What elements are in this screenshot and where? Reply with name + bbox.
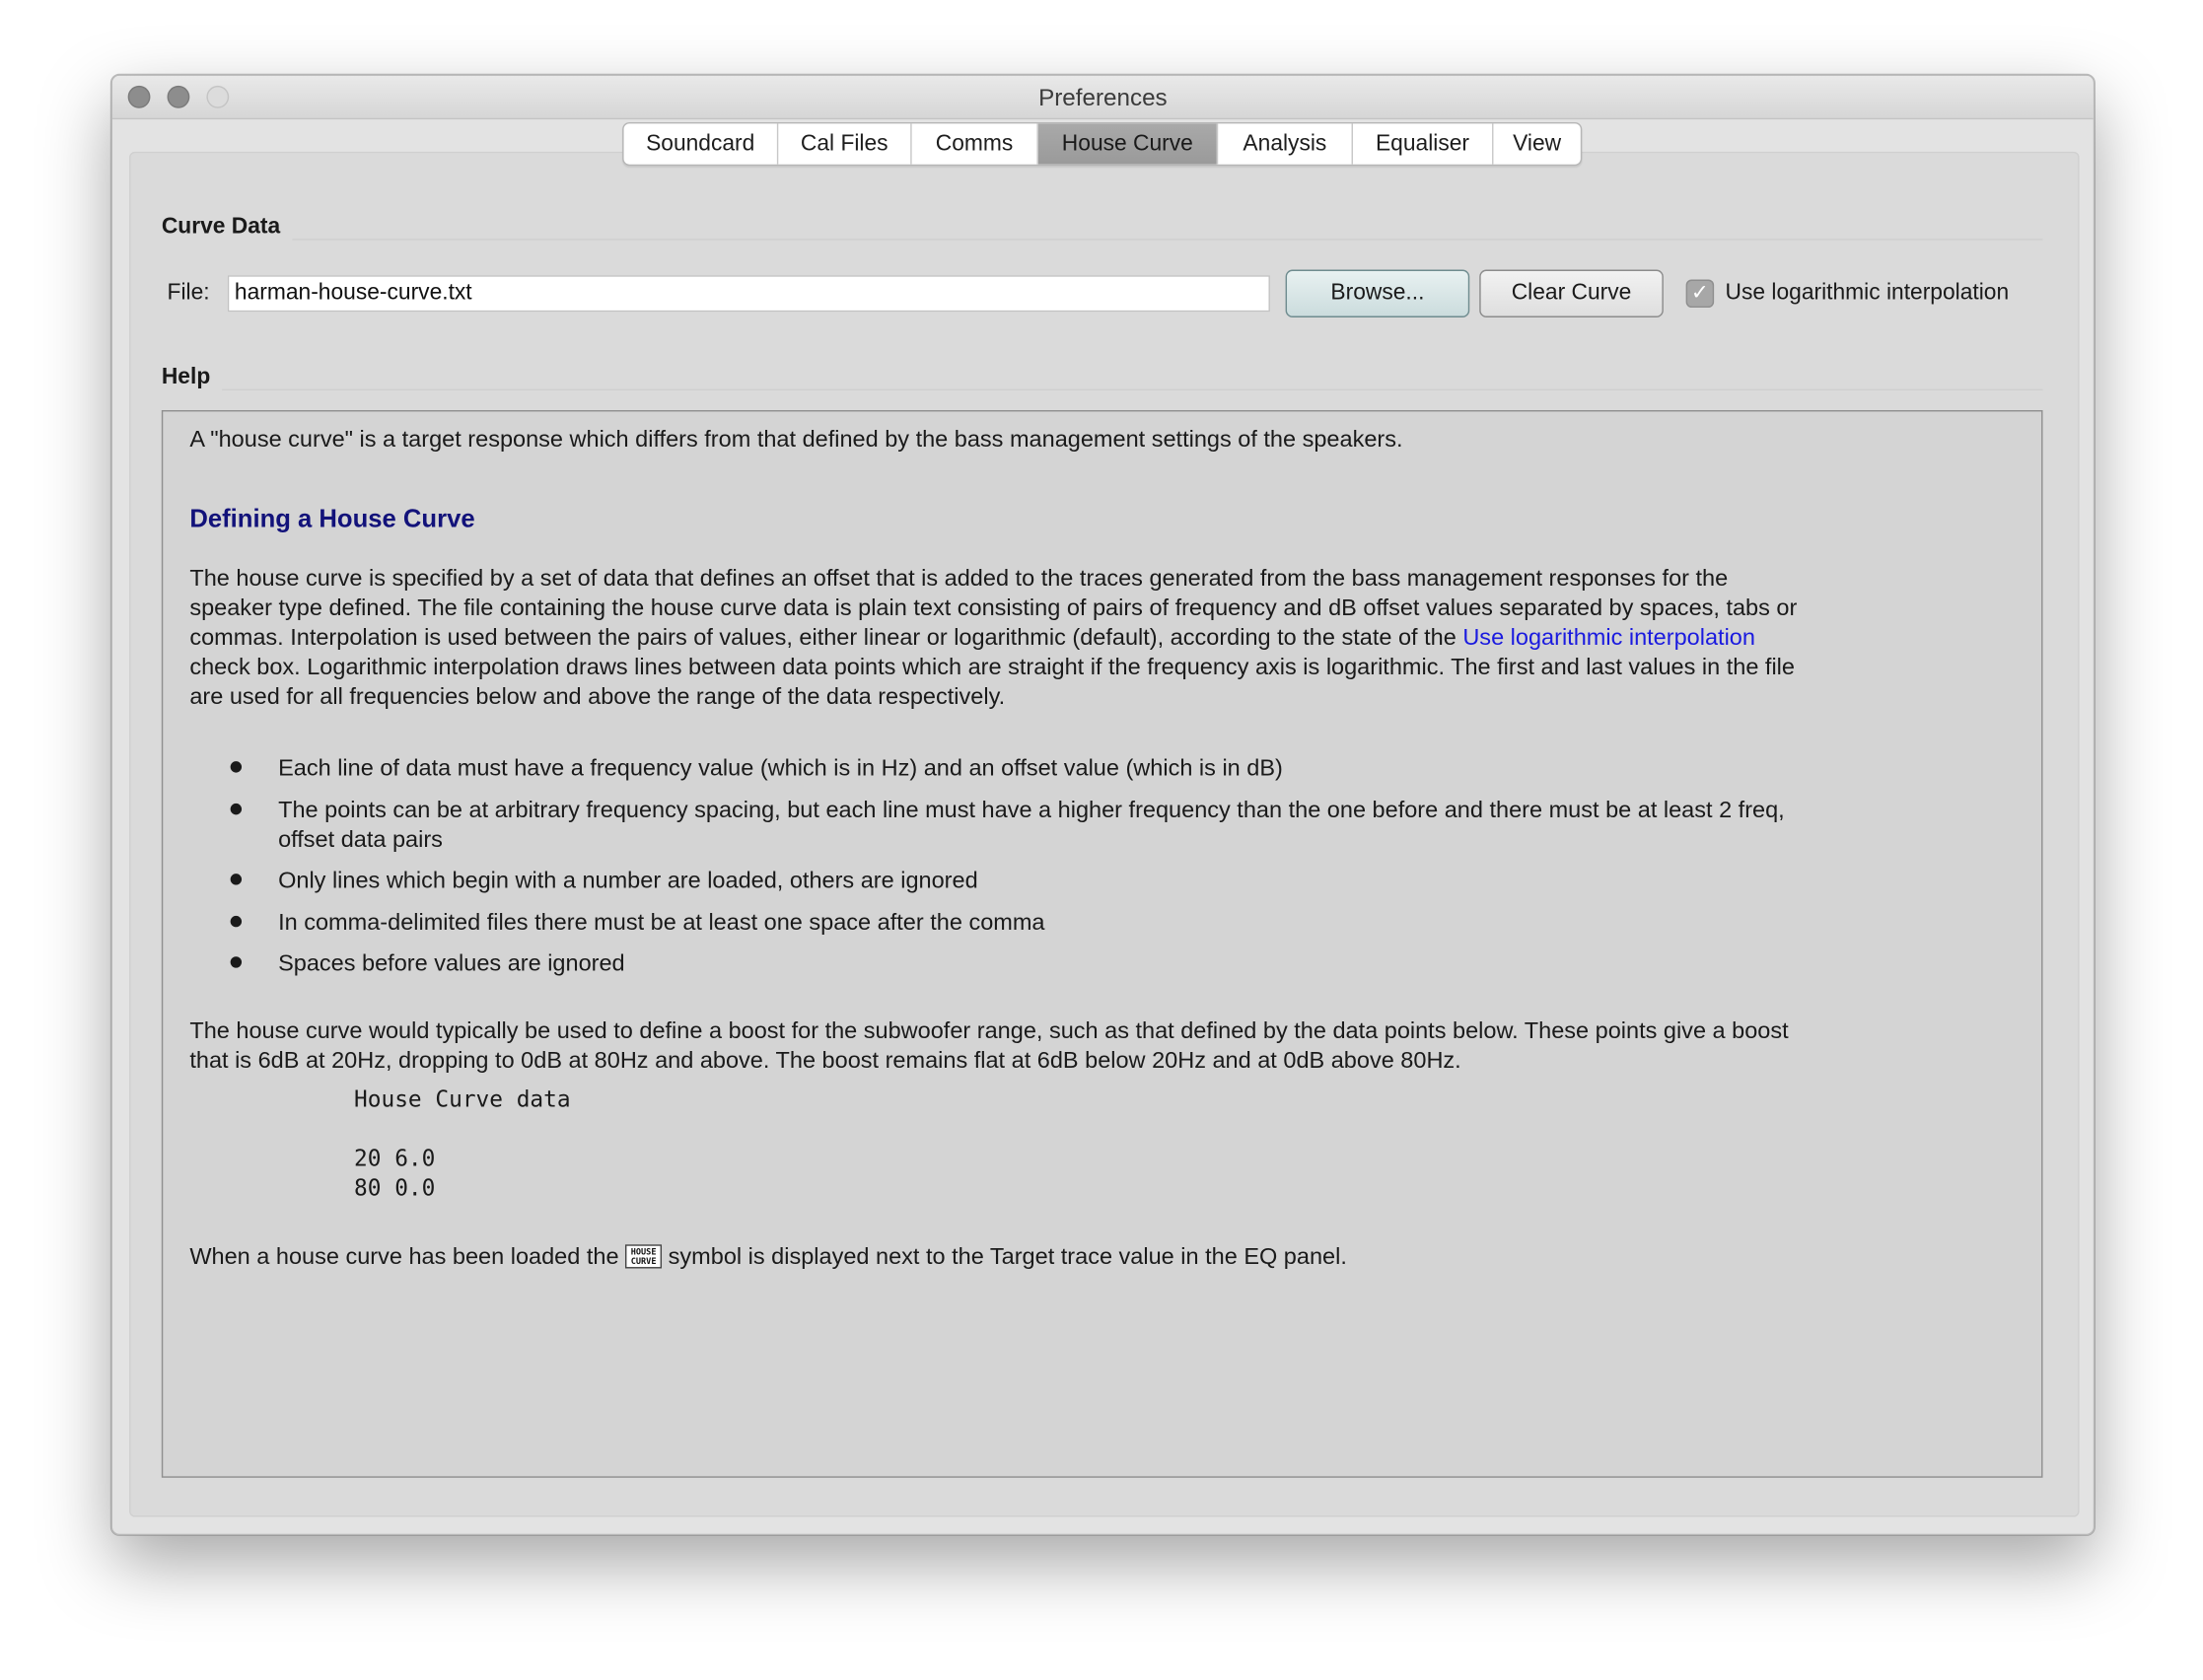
tab-soundcard[interactable]: Soundcard [624, 123, 779, 164]
help-paragraph-line-1: The house curve is specified by a set of data that defines an offset that is added to the traces generated from the bass management responses for the [189, 566, 1729, 592]
file-label: File: [167, 280, 210, 306]
bullet-item-continuation: offset data pairs [278, 827, 443, 853]
help-final-text-after: symbol is displayed next to the Target trace value in the EQ panel. [662, 1244, 1347, 1270]
help-paragraph-line-5: are used for all frequencies below and above the range of the data respectively. [189, 683, 1006, 710]
help-section-label: Help [161, 365, 211, 389]
bullet-icon [231, 916, 242, 927]
help-paragraph-line-3-text: commas. Interpolation is used between the pairs of values, either linear or logarithmic (default), according to the state of the [189, 624, 1463, 651]
bullet-item: Only lines which begin with a number are loaded, others are ignored [278, 868, 978, 894]
code-line: 20 6.0 [354, 1145, 436, 1172]
checkmark-icon: ✓ [1690, 280, 1709, 306]
help-paragraph-line-3 [189, 624, 1755, 654]
house-curve-icon [625, 1244, 662, 1268]
tab-comms[interactable]: Comms [912, 123, 1038, 164]
tab-view[interactable]: View [1513, 131, 1562, 157]
log-interpolation-checkbox[interactable] [1686, 280, 1714, 308]
bullet-icon [231, 761, 242, 772]
code-line: 80 0.0 [354, 1174, 436, 1202]
bullet-item: The points can be at arbitrary frequency spacing, but each line must have a higher frequency than the one before and there must be at least 2 freq, [278, 798, 1785, 823]
log-interpolation-link[interactable]: Use logarithmic interpolation [1462, 624, 1755, 651]
tab-house-curve[interactable]: House Curve [1038, 123, 1218, 164]
bullet-icon [231, 874, 242, 884]
help-final-text-before: When a house curve has been loaded the [189, 1244, 626, 1270]
house-curve-icon-bottom: CURVE [630, 1257, 657, 1268]
code-title: House Curve data [354, 1085, 571, 1113]
tab-cal-files[interactable]: Cal Files [778, 123, 911, 164]
bullet-icon [231, 956, 242, 967]
bullet-item: In comma-delimited files there must be at least one space after the comma [278, 910, 1045, 936]
clear-curve-button[interactable]: Clear Curve [1479, 270, 1664, 317]
tab-analysis[interactable]: Analysis [1218, 123, 1353, 164]
help-heading: Defining a House Curve [189, 504, 475, 532]
help-intro: A "house curve" is a target response which differs from that defined by the bass management settings of the speakers. [189, 427, 1403, 453]
help-paragraph-2-line-2: that is 6dB at 20Hz, dropping to 0dB at 80Hz and above. The boost remains flat at 6dB below 20Hz and at 0dB above 80Hz. [189, 1047, 1461, 1074]
house-curve-icon-top: HOUSE [630, 1247, 657, 1258]
help-final-line [189, 1243, 1347, 1273]
bullet-item: Each line of data must have a frequency value (which is in Hz) and an offset value (which is in dB) [278, 755, 1283, 782]
window-title: Preferences [1038, 84, 1168, 111]
tab-equaliser[interactable]: Equaliser [1353, 123, 1493, 164]
file-path-field[interactable] [228, 275, 1270, 312]
help-paragraph-line-2: speaker type defined. The file containing the house curve data is plain text consisting of pairs of frequency and dB offset values separated by spaces, tabs or [189, 595, 1798, 621]
browse-button[interactable]: Browse... [1286, 270, 1470, 317]
title-bar[interactable] [112, 76, 2094, 119]
curve-data-divider [292, 239, 2042, 240]
bullet-item: Spaces before values are ignored [278, 950, 625, 977]
help-paragraph-line-4: check box. Logarithmic interpolation draws lines between data points which are straight if the frequency axis is logarithmic. The first and last values in the file [189, 654, 1795, 680]
help-paragraph-2-line-1: The house curve would typically be used to define a boost for the subwoofer range, such as that defined by the data points below. These points give a boost [189, 1017, 1789, 1044]
curve-data-section-label: Curve Data [161, 214, 281, 240]
help-divider [222, 389, 2042, 390]
tab-bar [622, 122, 1582, 166]
bullet-icon [231, 804, 242, 814]
log-interpolation-label[interactable]: Use logarithmic interpolation [1725, 280, 2010, 306]
